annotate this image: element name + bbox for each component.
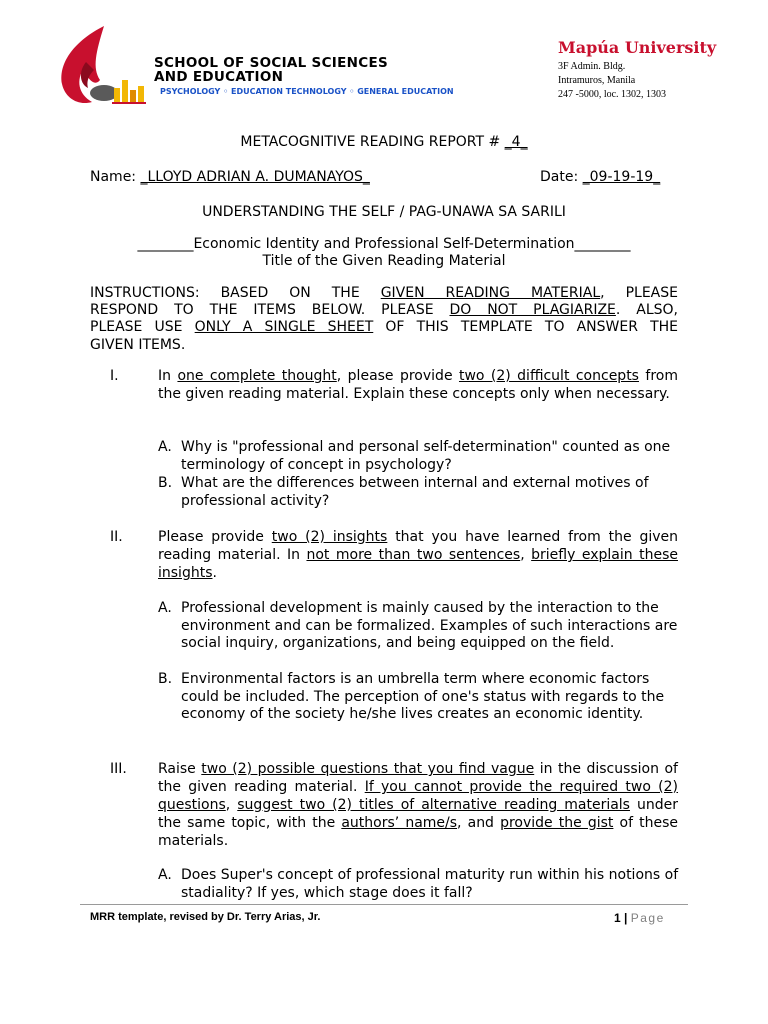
- item-letter: A.: [158, 439, 172, 455]
- footer-divider: [80, 904, 688, 905]
- date-label: Date:: [540, 169, 583, 185]
- section3-prompt: Raise two (2) possible questions that you find vague in the discussion of the given reading material. If you cannot provide the required two (2) questions, suggest two (2) titles of alternative reading materials under the same topic, with the authors’ name/s, and provide the gist of these materials.: [158, 761, 679, 849]
- date-value: _09-19-19_: [582, 169, 661, 185]
- section1-prompt: In one complete thought, please provide two (2) difficult concepts from the given reading material. Explain these concepts only when necessary.: [158, 368, 678, 402]
- page-word: Page: [630, 911, 665, 925]
- school-programs: PSYCHOLOGY ◦ EDUCATION TECHNOLOGY ◦ GENERAL EDUCATION: [160, 87, 454, 96]
- flame-logo-icon: [56, 22, 156, 112]
- school-name-line1: SCHOOL OF SOCIAL SCIENCES: [154, 55, 388, 71]
- section3-answer-a: Does Super's concept of professional maturity run within his notions of stadiality? If yes, which stage does it fall?: [181, 867, 679, 901]
- page-indicator: 1 | Page: [614, 911, 665, 925]
- university-name: Mapúa University: [558, 38, 717, 57]
- name-row: [90, 168, 370, 186]
- reading-title: ________Economic Identity and Professional Self-Determination________: [137, 236, 631, 252]
- page-number: 1: [614, 911, 621, 925]
- item-letter: A.: [158, 600, 172, 616]
- name-label: Name:: [90, 169, 141, 185]
- date-row: [540, 168, 660, 186]
- report-number: _4_: [504, 134, 528, 150]
- course-title: UNDERSTANDING THE SELF / PAG-UNAWA SA SARILI: [202, 204, 566, 220]
- section2-answer-a: Professional development is mainly caused by the interaction to the environment and can be formalized. Examples of such interactions are social inquiry, organizations, and being equipped on the field.: [181, 600, 678, 651]
- report-title: METACOGNITIVE READING REPORT # _4_: [240, 134, 528, 150]
- section2-prompt: Please provide two (2) insights that you have learned from the given reading material. In not more than two sentences, briefly explain these insights.: [158, 529, 678, 581]
- section-number-3: III.: [110, 761, 127, 777]
- section-number-1: I.: [110, 368, 119, 384]
- address-line1: 3F Admin. Bldg.: [558, 61, 626, 72]
- item-letter: A.: [158, 867, 172, 883]
- name-value: _LLOYD ADRIAN A. DUMANAYOS_: [140, 169, 370, 185]
- reading-caption: Title of the Given Reading Material: [262, 253, 506, 269]
- address-line2: Intramuros, Manila: [558, 75, 636, 86]
- school-name-line2: AND EDUCATION: [154, 69, 284, 85]
- address-line3: 247 -5000, loc. 1302, 1303: [558, 89, 667, 100]
- footer-credit: MRR template, revised by Dr. Terry Arias, Jr.: [90, 911, 321, 923]
- school-name: [154, 56, 388, 84]
- university-address: [558, 60, 666, 102]
- section2-answer-b: Environmental factors is an umbrella term where economic factors could be included. The perception of one's status with regards to the economy of the society he/she lives creates an economic identity.: [181, 671, 665, 722]
- item-letter: B.: [158, 671, 173, 687]
- section1-answer-a: Why is "professional and personal self-determination" counted as one terminology of concept in psychology?: [181, 439, 671, 473]
- section-number-2: II.: [110, 529, 123, 545]
- section1-answer-b: What are the differences between internal and external motives of professional activity?: [181, 475, 649, 509]
- item-letter: B.: [158, 475, 173, 491]
